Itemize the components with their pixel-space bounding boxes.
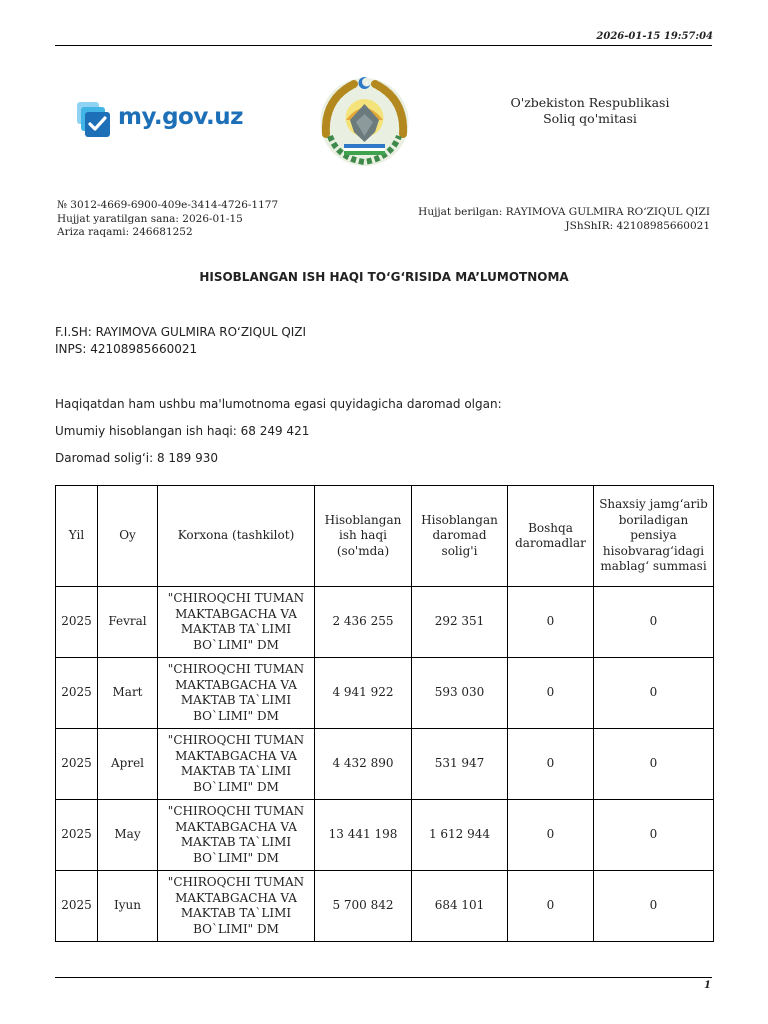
authority-country: O'zbekiston Respublikasi — [510, 95, 670, 110]
cell-tax: 684 101 — [412, 871, 508, 942]
cell-month: Fevral — [98, 587, 158, 658]
cell-tax: 531 947 — [412, 729, 508, 800]
cell-tax: 593 030 — [412, 658, 508, 729]
emblem-icon — [316, 74, 413, 169]
cell-organization: "CHIROQCHI TUMAN MAKTABGACHA VA MAKTAB TA`LIMI BO`LIMI" DM — [158, 587, 315, 658]
mygov-logo-text: my.gov.uz — [118, 104, 243, 130]
state-emblem — [316, 74, 413, 169]
statement-total-salary: Umumiy hisoblangan ish haqi: 68 249 421 — [55, 424, 310, 438]
header-divider — [55, 45, 712, 46]
cell-year: 2025 — [56, 800, 98, 871]
cell-year: 2025 — [56, 729, 98, 800]
table-header-row — [56, 486, 714, 587]
column-header-salary: Hisoblangan ish haqi (so'mda) — [315, 486, 412, 587]
cell-pension: 0 — [594, 800, 714, 871]
authority-block — [430, 95, 750, 127]
cell-other-income: 0 — [508, 587, 594, 658]
page-number: 1 — [704, 980, 711, 991]
table-row — [56, 800, 714, 871]
statement-income-tax: Daromad solig‘i: 8 189 930 — [55, 451, 219, 465]
table-row — [56, 587, 714, 658]
document-title: HISOBLANGAN ISH HAQI TO‘G‘RISIDA MA’LUMOTNOMA — [199, 270, 569, 284]
application-number: Ariza raqami: 246681252 — [57, 226, 193, 238]
cell-pension: 0 — [594, 871, 714, 942]
salary-table — [55, 485, 714, 942]
statement-intro: Haqiqatdan ham ushbu ma'lumotnoma egasi quyidagicha daromad olgan: — [55, 397, 502, 411]
document-created-date: Hujjat yaratilgan sana: 2026-01-15 — [57, 212, 243, 225]
cell-pension: 0 — [594, 658, 714, 729]
cell-organization: "CHIROQCHI TUMAN MAKTABGACHA VA MAKTAB TA`LIMI BO`LIMI" DM — [158, 871, 315, 942]
cell-other-income: 0 — [508, 871, 594, 942]
cell-other-income: 0 — [508, 658, 594, 729]
cell-salary: 13 441 198 — [315, 800, 412, 871]
cell-pension: 0 — [594, 587, 714, 658]
cell-salary: 5 700 842 — [315, 871, 412, 942]
column-header-tax: Hisoblangan daromad solig'i — [412, 486, 508, 587]
document-info — [57, 199, 278, 240]
column-header-organization: Korxona (tashkilot) — [158, 486, 315, 587]
issued-to-jshshir: JShShIR: 42108985660021 — [565, 219, 710, 232]
cell-organization: "CHIROQCHI TUMAN MAKTABGACHA VA MAKTAB TA`LIMI BO`LIMI" DM — [158, 729, 315, 800]
footer-divider — [55, 977, 712, 978]
cell-salary: 4 941 922 — [315, 658, 412, 729]
column-header-pension: Shaxsiy jamg‘arib boriladigan pensiya hisobvarag‘idagi mablag‘ summasi — [594, 486, 714, 587]
table-row — [56, 871, 714, 942]
cell-salary: 4 432 890 — [315, 729, 412, 800]
document-number: № 3012-4669-6900-409e-3414-4726-1177 — [57, 199, 279, 211]
mygov-logo[interactable] — [75, 100, 243, 140]
cell-month: Mart — [98, 658, 158, 729]
cell-tax: 1 612 944 — [412, 800, 508, 871]
cell-year: 2025 — [56, 587, 98, 658]
cell-organization: "CHIROQCHI TUMAN MAKTABGACHA VA MAKTAB TA`LIMI BO`LIMI" DM — [158, 800, 315, 871]
person-fish: F.I.SH: RAYIMOVA GULMIRA RO‘ZIQUL QIZI — [55, 325, 307, 339]
cell-organization: "CHIROQCHI TUMAN MAKTABGACHA VA MAKTAB TA`LIMI BO`LIMI" DM — [158, 658, 315, 729]
table-row — [56, 729, 714, 800]
authority-committee: Soliq qo'mitasi — [543, 111, 637, 126]
cell-year: 2025 — [56, 871, 98, 942]
column-header-year: Yil — [56, 486, 98, 587]
person-inps: INPS: 42108985660021 — [55, 342, 198, 356]
cell-month: Aprel — [98, 729, 158, 800]
cell-month: Iyun — [98, 871, 158, 942]
cell-salary: 2 436 255 — [315, 587, 412, 658]
column-header-other-income: Boshqa daromadlar — [508, 486, 594, 587]
person-info — [55, 324, 306, 358]
issued-to-name: Hujjat berilgan: RAYIMOVA GULMIRA RO‘ZIQUL QIZI — [418, 206, 710, 218]
mygov-logo-icon — [75, 100, 111, 138]
cell-pension: 0 — [594, 729, 714, 800]
cell-other-income: 0 — [508, 800, 594, 871]
column-header-month: Oy — [98, 486, 158, 587]
cell-tax: 292 351 — [412, 587, 508, 658]
cell-year: 2025 — [56, 658, 98, 729]
print-timestamp: 2026-01-15 19:57:04 — [596, 31, 713, 42]
issued-to-info — [418, 206, 710, 233]
cell-month: May — [98, 800, 158, 871]
table-row — [56, 658, 714, 729]
cell-other-income: 0 — [508, 729, 594, 800]
